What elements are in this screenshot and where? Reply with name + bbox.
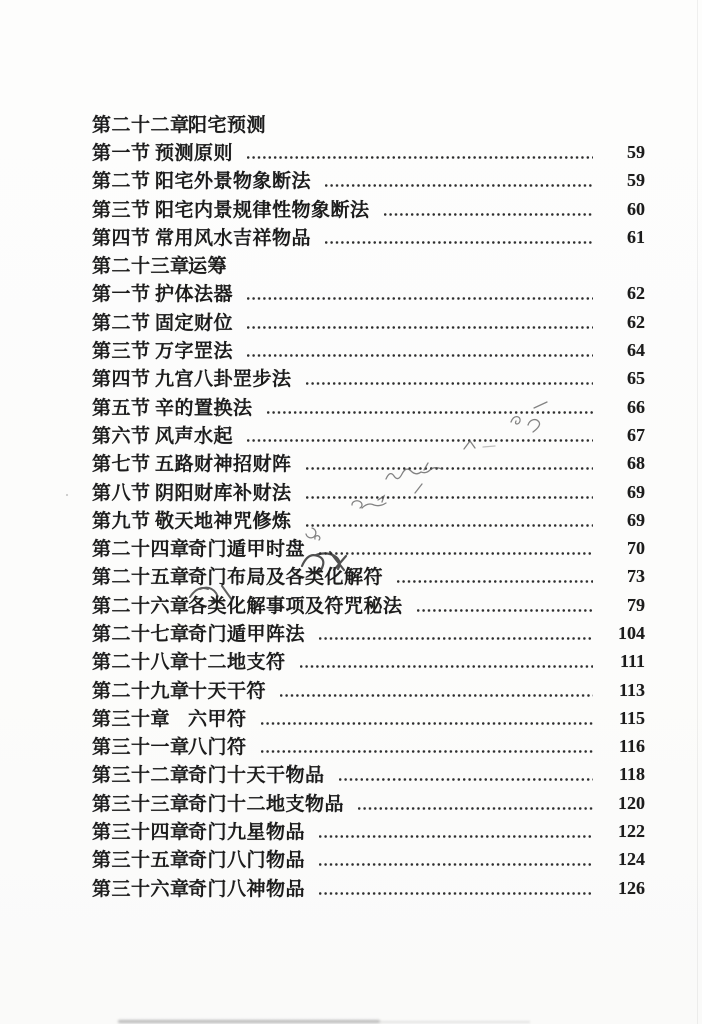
dot-leader xyxy=(319,863,593,866)
toc-entry-number: 第一节 xyxy=(92,284,151,306)
toc-entry-page: 62 xyxy=(627,283,645,304)
toc-row xyxy=(92,222,645,250)
toc-entry-page: 59 xyxy=(627,141,645,162)
toc-entry-title: 奇门八门物品 xyxy=(188,850,306,872)
dot-leader xyxy=(261,722,593,725)
dot-leader xyxy=(247,326,593,329)
toc-row xyxy=(92,590,645,618)
toc-entry-number: 第九节 xyxy=(92,510,151,532)
toc-entry-title: 护体法器 xyxy=(155,284,234,306)
toc-entry-title: 运筹 xyxy=(188,256,228,278)
dot-leader xyxy=(247,354,593,357)
toc-entry-title: 各类化解事项及符咒秘法 xyxy=(188,595,403,617)
toc-entry-page: 111 xyxy=(619,651,645,672)
dot-leader xyxy=(397,580,593,583)
dot-leader xyxy=(247,297,593,300)
toc-entry-number: 第三十六章 xyxy=(92,878,190,900)
toc-entry-title: 奇门十天干物品 xyxy=(188,765,325,787)
toc-entry-number: 第七节 xyxy=(92,454,151,476)
dot-leader xyxy=(280,694,593,697)
dot-leader xyxy=(325,184,593,187)
toc-entry-title: 风声水起 xyxy=(155,425,234,447)
toc-entry-number: 第二十八章 xyxy=(92,652,190,674)
toc-entry-title: 阳宅外景物象断法 xyxy=(155,171,312,193)
toc-entry-page: 116 xyxy=(618,736,645,757)
toc-row xyxy=(92,647,645,675)
toc-entry-title: 敬天地神咒修炼 xyxy=(155,510,292,532)
toc-entry-page: 67 xyxy=(627,424,645,445)
dot-leader xyxy=(300,665,593,668)
toc-entry-title: 奇门遁甲时盘 xyxy=(188,539,306,561)
dot-leader xyxy=(358,807,593,810)
toc-entry-page: 59 xyxy=(627,170,645,191)
toc-entry-number: 第三十一章 xyxy=(92,737,190,759)
toc-entry-number: 第二十五章 xyxy=(92,567,190,589)
toc-entry-title: 奇门布局及各类化解符 xyxy=(188,567,384,589)
toc-entry-page: 62 xyxy=(627,311,645,332)
toc-entry-page: 122 xyxy=(618,821,645,842)
toc-entry-number: 第二十二章 xyxy=(92,114,190,136)
dot-leader xyxy=(417,609,593,612)
toc-entry-page: 69 xyxy=(627,481,645,502)
toc-entry-title: 辛的置换法 xyxy=(155,397,253,419)
toc-row xyxy=(92,137,645,165)
toc-entry-title: 奇门八神物品 xyxy=(188,878,306,900)
toc-row xyxy=(92,788,645,816)
toc-entry-number: 第二十九章 xyxy=(92,680,190,702)
toc-entry-title: 九宫八卦罡步法 xyxy=(155,369,292,391)
toc-entry-title: 六甲符 xyxy=(188,708,247,730)
toc-row xyxy=(92,477,645,505)
toc-entry-number: 第六节 xyxy=(92,425,151,447)
toc-entry-title: 固定财位 xyxy=(155,312,234,334)
toc-entry-number: 第一节 xyxy=(92,142,151,164)
scan-bottom-smudge-light xyxy=(380,1021,530,1023)
toc-entry-title: 十天干符 xyxy=(188,680,267,702)
toc-entry-page: 64 xyxy=(627,340,645,361)
toc-entry-number: 第三十三章 xyxy=(92,793,190,815)
toc-entry-number: 第三十四章 xyxy=(92,822,190,844)
dot-leader xyxy=(261,750,593,753)
toc-row xyxy=(92,307,645,335)
toc-entry-title: 预测原则 xyxy=(155,142,234,164)
toc-entry-page: 113 xyxy=(618,679,645,700)
toc-entry-title: 八门符 xyxy=(188,737,247,759)
toc-row xyxy=(92,194,645,222)
dot-leader xyxy=(267,411,593,414)
toc-entry-number: 第二节 xyxy=(92,171,151,193)
toc-entry-number: 第三节 xyxy=(92,341,151,363)
dot-leader xyxy=(306,524,593,527)
dot-leader xyxy=(306,382,593,385)
toc-entry-number: 第三十五章 xyxy=(92,850,190,872)
dot-leader xyxy=(247,156,593,159)
toc-row xyxy=(92,618,645,646)
dot-leader xyxy=(319,637,593,640)
toc-row xyxy=(92,505,645,533)
toc-row xyxy=(92,675,645,703)
toc-entry-number: 第三十二章 xyxy=(92,765,190,787)
toc-row xyxy=(92,703,645,731)
toc-entry-number: 第二十三章 xyxy=(92,256,190,278)
scan-page-edge xyxy=(697,0,698,1024)
toc-row xyxy=(92,392,645,420)
toc-row xyxy=(92,816,645,844)
toc-row xyxy=(92,562,645,590)
toc-row xyxy=(92,364,645,392)
toc-entry-title: 奇门遁甲阵法 xyxy=(188,623,306,645)
dot-leader xyxy=(247,439,593,442)
toc-row xyxy=(92,760,645,788)
toc-entry-page: 124 xyxy=(618,849,645,870)
toc-entry-page: 65 xyxy=(627,368,645,389)
toc-entry-title: 阳宅预测 xyxy=(188,114,267,136)
toc-row xyxy=(92,873,645,901)
dot-leader xyxy=(319,892,593,895)
toc-row xyxy=(92,732,645,760)
toc-entry-number: 第四节 xyxy=(92,227,151,249)
toc-entry-page: 69 xyxy=(627,509,645,530)
toc-entry-number: 第二十七章 xyxy=(92,623,190,645)
toc-entry-page: 73 xyxy=(627,566,645,587)
toc-entry-number: 第二节 xyxy=(92,312,151,334)
dot-leader xyxy=(325,241,593,244)
toc-entry-title: 阴阳财库补财法 xyxy=(155,482,292,504)
dot-leader xyxy=(306,467,593,470)
toc-entry-number: 第二十六章 xyxy=(92,595,190,617)
toc-row xyxy=(92,449,645,477)
toc-entry-title: 常用风水吉祥物品 xyxy=(155,227,312,249)
dot-leader xyxy=(306,496,593,499)
toc-entry-title: 五路财神招财阵 xyxy=(155,454,292,476)
toc-entry-page: 60 xyxy=(627,198,645,219)
dot-leader xyxy=(384,213,593,216)
toc-entry-title: 阳宅内景规律性物象断法 xyxy=(155,199,370,221)
dot-leader xyxy=(319,835,593,838)
toc-entry-page: 126 xyxy=(618,877,645,898)
toc-entry-title: 奇门九星物品 xyxy=(188,822,306,844)
toc-entry-page: 68 xyxy=(627,453,645,474)
toc-entry-title: 十二地支符 xyxy=(188,652,286,674)
toc-entry-page: 79 xyxy=(627,594,645,615)
toc-entry-number: 第四节 xyxy=(92,369,151,391)
toc-entry-number: 第五节 xyxy=(92,397,151,419)
toc-entry-page: 120 xyxy=(618,792,645,813)
toc-entry-title: 奇门十二地支物品 xyxy=(188,793,345,815)
toc-entry-page: 104 xyxy=(618,622,645,643)
toc-row xyxy=(92,335,645,363)
toc-row xyxy=(92,420,645,448)
toc-entry-page: 70 xyxy=(627,538,645,559)
dot-leader xyxy=(339,778,593,781)
toc-row xyxy=(92,109,645,137)
toc-entry-page: 115 xyxy=(618,707,645,728)
toc-entry-number: 第二十四章 xyxy=(92,539,190,561)
toc-entry-number: 第三节 xyxy=(92,199,151,221)
toc-row xyxy=(92,533,645,561)
toc-entry-title: 万字罡法 xyxy=(155,341,234,363)
toc-row xyxy=(92,166,645,194)
toc-entry-number: 第八节 xyxy=(92,482,151,504)
scan-bottom-smudge xyxy=(118,1020,380,1023)
toc-entry-page: 61 xyxy=(627,226,645,247)
toc-row xyxy=(92,250,645,278)
toc-row xyxy=(92,845,645,873)
toc-entry-number: 第三十章 xyxy=(92,708,171,730)
toc-row xyxy=(92,279,645,307)
toc-entry-page: 66 xyxy=(627,396,645,417)
dot-leader xyxy=(319,552,593,555)
toc-entry-page: 118 xyxy=(618,764,645,785)
